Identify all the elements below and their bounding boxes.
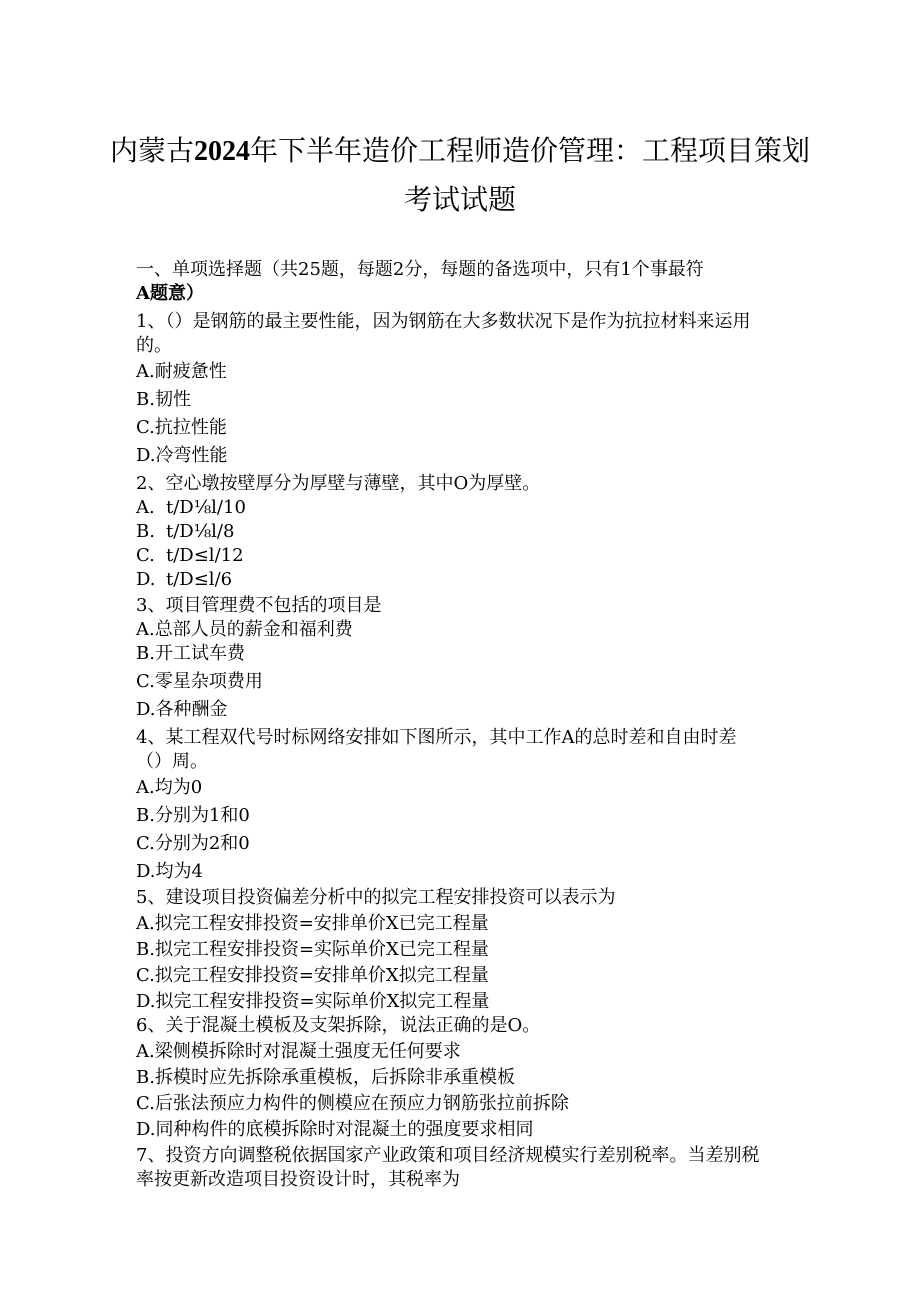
- option-letter: B.: [136, 521, 155, 542]
- question-5-option-c: C.拟完工程安排投资=安排单价X拟完工程量: [136, 965, 489, 986]
- question-4-stem-cont: （）周。: [136, 751, 208, 772]
- question-1-option-a: A.耐疲惫性: [136, 361, 227, 382]
- question-7-stem: 7、投资方向调整税依据国家产业政策和项目经济规模实行差别税率。当差别税: [136, 1145, 760, 1166]
- option-letter: D.: [136, 569, 156, 590]
- question-4-option-a: A.均为0: [136, 777, 203, 798]
- question-5-option-b: B.拟完工程安排投资=实际单价X已完工程量: [136, 939, 489, 960]
- question-7-stem-cont: 率按更新改造项目投资设计时，其税率为: [136, 1169, 460, 1190]
- title-year: 2024: [194, 136, 250, 167]
- section-heading-cont: A题意）: [136, 283, 204, 304]
- question-2-option-a: [136, 496, 796, 520]
- question-2-option-d: [136, 568, 796, 592]
- question-2-option-c: [136, 544, 796, 568]
- question-5-stem: 5、建设项目投资偏差分析中的拟完工程安排投资可以表示为: [136, 887, 616, 908]
- option-letter: C.: [136, 545, 155, 566]
- title-subject: 年下半年造价工程师造价管理：工程项目策划: [250, 134, 811, 167]
- document-title-line1: [100, 134, 820, 169]
- option-text: t/D≤l/6: [166, 569, 233, 590]
- question-5-option-a: A.拟完工程安排投资=安排单价X已完工程量: [136, 913, 489, 934]
- question-6-option-c: C.后张法预应力构件的侧模应在预应力钢筋张拉前拆除: [136, 1093, 569, 1114]
- option-text: t/D⅛l/10: [166, 497, 246, 518]
- document-title-line2: 考试试题: [403, 183, 516, 216]
- option-text: t/D⅛l/8: [166, 521, 235, 542]
- question-3-option-d: D.各种酬金: [136, 699, 228, 720]
- question-4-option-b: B.分别为1和0: [136, 805, 250, 826]
- question-1-option-d: D.冷弯性能: [136, 445, 228, 466]
- question-3-option-a: A.总部人员的薪金和福利费: [136, 619, 353, 640]
- question-3-option-b: B.开工试车费: [136, 643, 245, 664]
- question-2-stem: 2、空心墩按壁厚分为厚壁与薄壁，其中O为厚壁。: [136, 473, 541, 494]
- question-1-stem: 1、（）是钢筋的最主要性能，因为钢筋在大多数状况下是作为抗拉材料来运用: [136, 311, 751, 332]
- question-4-stem: 4、某工程双代号时标网络安排如下图所示，其中工作A的总时差和自由时差: [136, 727, 737, 748]
- question-2-option-b: [136, 520, 796, 544]
- question-6-stem: 6、关于混凝土模板及支架拆除，说法正确的是O。: [136, 1015, 541, 1036]
- title-region: 内蒙古: [109, 134, 194, 167]
- section-heading: 一、单项选择题（共25题，每题2分，每题的备选项中，只有1个事最符: [136, 259, 704, 280]
- question-6-option-d: D.同种构件的底模拆除时对混凝土的强度要求相同: [136, 1119, 534, 1140]
- question-4-option-c: C.分别为2和0: [136, 833, 250, 854]
- question-1-option-b: B.韧性: [136, 389, 191, 410]
- question-4-option-d: D.均为4: [136, 861, 203, 882]
- question-6-option-b: B.拆模时应先拆除承重模板，后拆除非承重模板: [136, 1067, 515, 1088]
- question-5-option-d: D.拟完工程安排投资=实际单价X拟完工程量: [136, 991, 490, 1012]
- option-letter: A.: [136, 497, 155, 518]
- option-text: t/D≤l/12: [166, 545, 244, 566]
- question-3-option-c: C.零星杂项费用: [136, 671, 263, 692]
- question-1-option-c: C.抗拉性能: [136, 417, 227, 438]
- question-1-stem-cont: 的。: [136, 335, 172, 356]
- document-body: [136, 258, 796, 1192]
- question-3-stem: 3、项目管理费不包括的项目是: [136, 595, 382, 616]
- question-6-option-a: A.梁侧模拆除时对混凝土强度无任何要求: [136, 1041, 461, 1062]
